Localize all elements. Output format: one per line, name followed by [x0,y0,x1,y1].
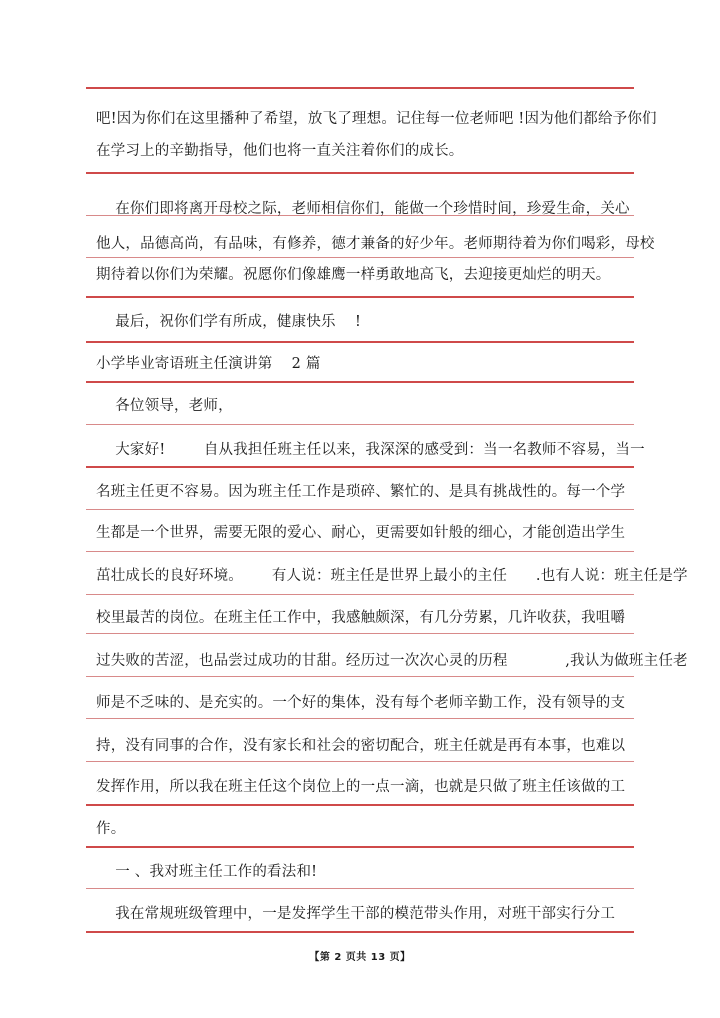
rule [86,551,634,552]
rule [86,257,634,258]
rule [86,718,634,719]
rule [86,846,634,848]
text-line: 一 、我对班主任工作的看法和! [96,864,318,880]
rule [86,296,634,298]
text-line: 大家好! 自从我担任班主任以来，我深深的感受到：当一名教师不容易，当一 [96,442,645,458]
text-line: 在学习上的辛勤指导，他们也将一直关注着你们的成长。 [96,143,464,159]
rule [86,466,634,468]
rule [86,381,634,383]
rule [86,804,634,806]
text-line: 校里最苦的岗位。在班主任工作中，我感触颇深，有几分劳累，几许收获，我咀嚼 [96,610,626,626]
text-line: 发挥作用，所以我在班主任这个岗位上的一点一滴，也就是只做了班主任该做的工 [96,779,626,795]
text-line: 茁壮成长的良好环境。 有人说：班主任是世界上最小的主任 .也有人说：班主任是学 [96,568,688,584]
rule [86,509,634,510]
rule [86,87,634,89]
rule [86,931,634,933]
rule [86,594,634,595]
text-line: 作。 [96,821,126,837]
rule [86,761,634,762]
text-line: 我在常规班级管理中，一是发挥学生干部的模范带头作用，对班干部实行分工 [96,906,616,922]
rule [86,424,634,425]
text-line: 在你们即将离开母校之际，老师相信你们，能做一个珍惜时间，珍爱生命，关心 [96,201,630,217]
text-line: 过失败的苦涩，也品尝过成功的甘甜。经历过一次次心灵的历程 ,我认为做班主任老 [96,653,688,669]
page-footer: 【第 2 页共 13 页】 [309,952,411,963]
rule [86,172,634,174]
rule [86,888,634,889]
text-line: 持，没有同事的合作，没有家长和社会的密切配合，班主任就是再有本事，也难以 [96,738,626,754]
rule [86,633,634,634]
text-line: 生都是一个世界，需要无限的爱心、耐心，更需要如针般的细心，才能创造出学生 [96,525,626,541]
text-line: 吧!因为你们在这里播种了希望，放飞了理想。记住每一位老师吧 !因为他们都给予你们 [96,111,657,127]
text-line: 名班主任更不容易。因为班主任工作是琐碎、繁忙的、是具有挑战性的。每一个学 [96,484,626,500]
text-line: 期待着以你们为荣耀。祝愿你们像雄鹰一样勇敢地高飞，去迎接更灿烂的明天。 [96,267,611,283]
text-line: 各位领导，老师， [96,398,233,414]
section-heading: 小学毕业寄语班主任演讲第 2 篇 [96,356,321,372]
rule [86,676,634,677]
text-line: 最后，祝你们学有所成，健康快乐 ! [96,314,361,330]
text-line: 师是不乏味的、是充实的。一个好的集体，没有每个老师辛勤工作，没有领导的支 [96,695,626,711]
text-line: 他人，品德高尚，有品味，有修养，德才兼备的好少年。老师期待着为你们喝彩，母校 [96,236,655,252]
rule [86,341,634,343]
